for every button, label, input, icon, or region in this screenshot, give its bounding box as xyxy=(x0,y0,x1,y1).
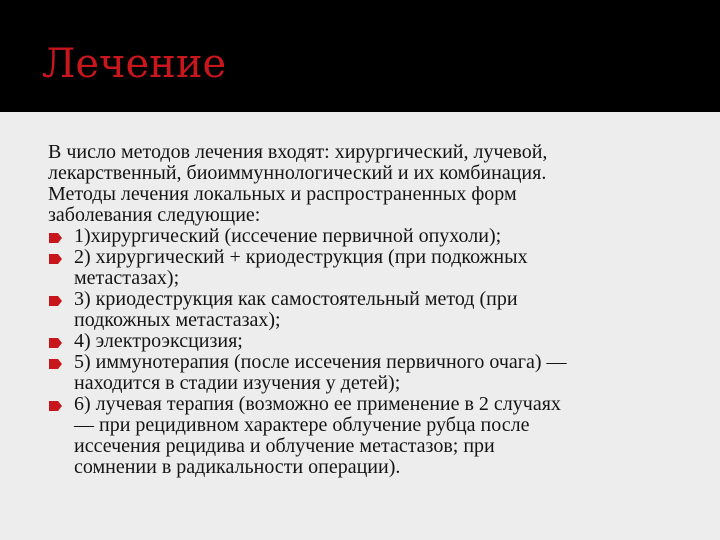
list-item-text: 5) иммунотерапия (после иссечения первичного очага) — xyxy=(74,351,567,373)
list-item xyxy=(48,394,688,478)
list-item-text: иссечения рецидива и облучение метастазов; при xyxy=(74,435,495,457)
intro-line: Методы лечения локальных и распространенных форм xyxy=(48,183,517,205)
list-item-text: 6) лучевая терапия (возможно ее применение в 2 случаях xyxy=(74,393,561,415)
list-item xyxy=(48,352,688,394)
list-item xyxy=(48,289,688,331)
intro-paragraph xyxy=(48,142,688,226)
square-bullet-icon xyxy=(49,401,62,411)
treatment-methods-list xyxy=(48,226,688,478)
slide-body xyxy=(48,142,688,478)
slide-title: Лечение xyxy=(42,41,227,87)
title-bar xyxy=(0,0,720,112)
square-bullet-icon xyxy=(49,359,62,369)
square-bullet-icon xyxy=(49,296,62,306)
list-item-text: 4) электроэксцизия; xyxy=(74,330,243,352)
square-bullet-icon xyxy=(49,254,62,264)
intro-line: заболевания следующие: xyxy=(48,204,261,226)
list-item-text: — при рецидивном характере облучение рубца после xyxy=(74,414,530,436)
list-item-text: 1)хирургический (иссечение первичной опухоли); xyxy=(74,225,502,247)
list-item-text: сомнении в радикальности операции). xyxy=(74,456,401,478)
list-item-text: подкожных метастазах); xyxy=(74,309,281,331)
intro-line: В число методов лечения входят: хирургический, лучевой, xyxy=(48,141,548,163)
list-item xyxy=(48,226,688,247)
intro-line: лекарственный, биоиммуннологический и их комбинация. xyxy=(48,162,547,184)
list-item-text: 3) криодеструкция как самостоятельный метод (при xyxy=(74,288,518,310)
list-item-text: метастазах); xyxy=(74,267,180,289)
list-item-text: 2) хирургический + криодеструкция (при подкожных xyxy=(74,246,528,268)
list-item xyxy=(48,247,688,289)
list-item-text: находится в стадии изучения у детей); xyxy=(74,372,401,394)
square-bullet-icon xyxy=(49,338,62,348)
list-item xyxy=(48,331,688,352)
square-bullet-icon xyxy=(49,233,62,243)
